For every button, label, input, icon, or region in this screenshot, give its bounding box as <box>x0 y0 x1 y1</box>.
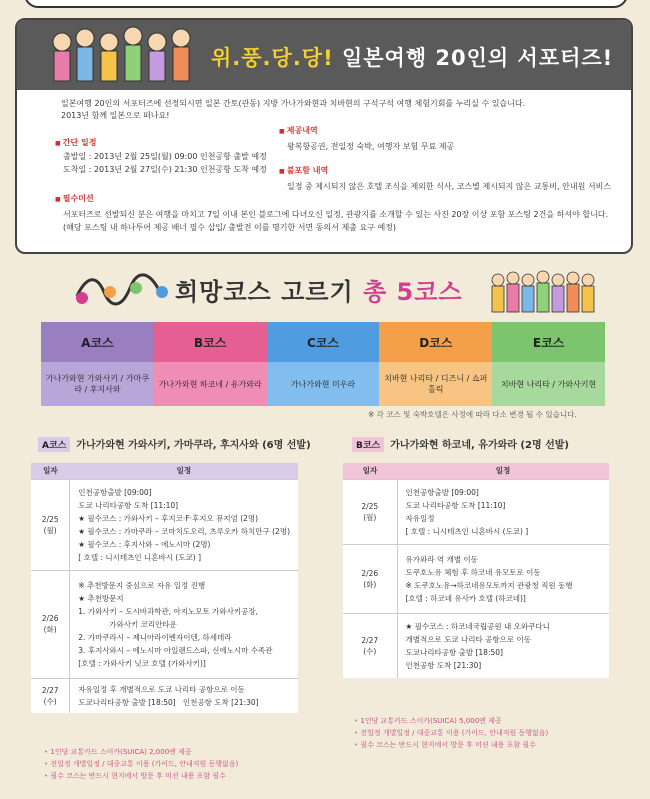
schedule-date-text: 2/26 <box>361 568 379 578</box>
schedule-line: 도쿄 나리타공항 도착 [11:10] <box>78 500 179 510</box>
course-option[interactable] <box>379 322 492 406</box>
schedule-line: 유가와라 역 개별 이동 <box>405 554 478 564</box>
course-a-tag: A코스 <box>38 437 70 452</box>
course-note-item: • 전일정 개별일정 / 대중교통 이용 (가이드, 안내직원 동행없음) <box>354 727 548 739</box>
schedule-date-text: (수) <box>363 646 377 656</box>
schedule-date <box>343 479 397 544</box>
course-b-table <box>343 463 609 678</box>
course-option-desc: 가나가와현 미우라 <box>267 362 380 406</box>
course-option[interactable] <box>267 322 380 406</box>
schedule-detail <box>70 479 298 570</box>
course-a-title: 가나가와현 가와사키, 가마쿠라, 후지사와 (6명 선발) <box>76 440 311 451</box>
course-option-name: E코스 <box>492 322 605 362</box>
course-b-heading <box>352 436 569 452</box>
course-note-item: • 전일정 개별일정 / 대중교통 이용 (가이드, 안내직원 동행없음) <box>44 758 238 770</box>
schedule-detail <box>70 678 298 713</box>
schedule-line: 인천공항출발 [09:00] <box>78 487 152 497</box>
schedule-line: [ 호텔 : 니시테츠인 니혼바시 (도쿄) ] <box>78 552 202 562</box>
schedule-date-text: (화) <box>363 579 377 589</box>
course-option-name: D코스 <box>379 322 492 362</box>
schedule-detail <box>397 544 609 613</box>
course-note-item: • 1인당 교통카드 스이카(SUICA) 2,000엔 제공 <box>44 746 238 758</box>
schedule-line: ★ 필수코스 : 가마쿠라 – 코마치도오리, 츠루오카 하치만구 (2명) <box>78 526 290 536</box>
schedule-date <box>31 570 70 678</box>
schedule-line: ★ 필수코스 : 후지사와 – 에노시마 (2명) <box>78 539 211 549</box>
course-change-note: ※ 각 코스 및 숙박호텔은 사정에 따라 다소 변경 될 수 있습니다. <box>368 410 577 419</box>
schedule-line: ★ 필수코스 : 가와사키 – 후지코·F·후지오 뮤지엄 (2명) <box>78 513 259 523</box>
children-illustration <box>47 18 197 84</box>
schedule-date-text: (월) <box>43 525 57 535</box>
hope-title <box>175 272 463 307</box>
mission-line-2: (해당 포스팅 내 하나투어 제공 배너 필수 삽입/ 출발전 이를 명기한 서면 동의서 제출 요구 예정) <box>63 223 397 232</box>
schedule-brief-line-1: 출발일 : 2013년 2월 25일(월) 09:00 인천공항 출발 예정 <box>63 152 267 161</box>
schedule-line: 가와사키 코리안타운 <box>78 619 177 629</box>
schedule-date-text: 2/25 <box>41 514 59 524</box>
course-b-col-date: 일자 <box>362 466 378 476</box>
course-option-name: A코스 <box>41 322 154 362</box>
schedule-row <box>31 570 298 678</box>
schedule-line: 개별적으로 도쿄 나리타 공항으로 이동 <box>405 634 531 644</box>
banner-title-rest: 일본여행 20인의 서포터즈! <box>333 46 614 70</box>
schedule-line: 도쿠호노유 체험 후 하코네 유모토로 이동 <box>405 567 541 577</box>
hope-title-count: 총 5코스 <box>363 278 463 306</box>
schedule-line: ※ 추천방문지 중심으로 자유 일정 진행 <box>78 580 206 590</box>
course-option-desc: 치바현 나리타 / 가와사키현 <box>492 362 605 406</box>
schedule-date <box>31 479 70 570</box>
schedule-line: 자유일정 <box>405 513 435 523</box>
schedule-brief-line-2: 도착일 : 2013년 2월 27일(수) 21:30 인천공항 도착 예정 <box>63 165 267 174</box>
course-b-tag: B코스 <box>352 437 384 452</box>
intro-line-1: 일본여행 20인의 서포터즈에 선정되시면 일본 간토(관동) 지방 가나가와현과 치바현의 구석구석 여행 체험기회를 누리실 수 있습니다. <box>61 99 526 108</box>
schedule-date <box>31 678 70 713</box>
schedule-line: 3. 후지사와시 – 에노시마 아일랜드스파, 신에노시마 수족관 <box>78 645 273 655</box>
schedule-detail <box>397 613 609 678</box>
schedule-line: ※ 도쿠호노유→하코네유모토까지 관광청 직원 동행 <box>405 580 573 590</box>
schedule-date-text: 2/27 <box>361 635 379 645</box>
provided-line-1: 왕복항공권, 전일정 숙박, 여행자 보험 무료 제공 <box>287 142 455 151</box>
schedule-line: [호텔 : 가와사키 닛코 호텔 (가와사키)] <box>78 658 206 668</box>
schedule-detail <box>70 570 298 678</box>
course-note-item: • 1인당 교통카드 스이카(SUICA) 5,000엔 제공 <box>354 715 548 727</box>
provided-section <box>279 124 619 153</box>
course-option[interactable] <box>154 322 267 406</box>
schedule-row <box>343 544 609 613</box>
course-option-name: C코스 <box>267 322 380 362</box>
course-note-item: • 필수 코스는 반드시 현지에서 방문 후 미션 내용 포함 필수 <box>44 770 238 782</box>
course-option-desc: 가나가와현 가와사키 / 가마쿠라 / 후지사와 <box>41 362 154 406</box>
course-option-desc: 치바현 나리타 / 디즈니 / 쇼퍼홀릭 <box>379 362 492 406</box>
schedule-line: 2. 가마쿠라시 – 제니아라이벤자이텐, 하세데라 <box>78 632 232 642</box>
banner-title-highlight: 위.풍.당.당! <box>211 46 334 70</box>
mission-line-1: 서포터즈로 선발되신 분은 여행을 마치고 7일 이내 본인 블로그에 다녀오신 일정, 관광지를 소개할 수 있는 사진 20장 이상 포함 포스팅 2건을 하셔야 합니다. <box>63 210 609 219</box>
schedule-date-text: 2/27 <box>41 685 59 695</box>
schedule-date-text: (월) <box>363 512 377 522</box>
schedule-detail <box>397 479 609 544</box>
schedule-line: ★ 추천방문지 <box>78 593 124 603</box>
course-a-notes <box>44 746 238 782</box>
schedule-date-text: (화) <box>43 625 57 634</box>
hope-title-main: 희망코스 고르기 <box>175 278 363 306</box>
schedule-line: 1. 가와사키 – 도시바과학관, 아지노모토 가와사키공장, <box>78 606 259 616</box>
intro-text <box>61 98 601 122</box>
schedule-row <box>343 613 609 678</box>
schedule-line: 도쿄나리타공항 출발 [18:50] <box>405 647 503 657</box>
schedule-date <box>343 544 397 613</box>
provided-title: ■ 제공내역 <box>279 124 619 138</box>
not-included-title: ■ 불포함 내역 <box>279 164 619 178</box>
schedule-line: 도쿄 나리타공항 도착 [11:10] <box>405 500 506 510</box>
schedule-line: [호텔 : 하코네 유사카 호텔 (하코네)] <box>405 593 526 603</box>
mission-title: ■ 필수미션 <box>55 192 627 206</box>
schedule-brief-title: ■ 간단 일정 <box>55 136 295 150</box>
schedule-date <box>343 613 397 678</box>
children-group-illustration <box>488 266 598 314</box>
schedule-date-text: (수) <box>43 696 57 706</box>
course-b-notes <box>354 715 548 751</box>
schedule-row <box>31 479 298 570</box>
course-a-col-date: 일자 <box>43 466 58 476</box>
schedule-line: 인천공항출발 [09:00] <box>405 487 479 497</box>
mission-section <box>55 192 627 234</box>
info-card <box>15 18 633 254</box>
schedule-line: [ 호텔 : 니시테츠인 니혼바시 (도쿄) ] <box>405 526 529 536</box>
course-a-col-schedule: 일정 <box>176 466 192 476</box>
schedule-date-text: 2/25 <box>361 501 379 511</box>
schedule-line: 도쿄나리타공항 출발 [18:50] 인천공항 도착 [21:30] <box>78 697 259 707</box>
not-included-line-1: 일정 중 제시되지 않은 호텔 조식을 제외한 식사, 코스별 제시되지 않은 교통비, 안내원 서비스 <box>287 182 612 191</box>
schedule-row <box>31 678 298 713</box>
schedule-line: 자유일정 후 개별적으로 도쿄 나리타 공항으로 이동 <box>78 684 245 694</box>
course-note-item: • 필수 코스는 반드시 현지에서 방문 후 미션 내용 포함 필수 <box>354 739 548 751</box>
course-a-heading <box>38 436 311 452</box>
intro-line-2: 2013년 함께 일본으로 떠나요! <box>61 111 170 120</box>
banner-title <box>211 42 613 72</box>
schedule-line: 인천공항 도착 [21:30] <box>405 660 482 670</box>
schedule-line: ★ 필수코스 : 하코네국립공원 내 오와쿠다니 <box>405 621 550 631</box>
course-b-title: 가나가와현 하코네, 유가와라 (2명 선발) <box>390 440 569 451</box>
schedule-date-text: 2/26 <box>41 614 59 623</box>
not-included-section <box>279 164 619 193</box>
course-option[interactable] <box>492 322 605 406</box>
course-b-col-schedule: 일정 <box>495 466 511 476</box>
course-selector <box>41 322 605 406</box>
course-option[interactable] <box>41 322 154 406</box>
course-a-table <box>31 463 298 713</box>
schedule-brief-section <box>55 136 295 176</box>
schedule-row <box>343 479 609 544</box>
course-option-name: B코스 <box>154 322 267 362</box>
course-option-desc: 가나가와현 하코네 / 유가와라 <box>154 362 267 406</box>
top-card-edge <box>24 0 628 8</box>
